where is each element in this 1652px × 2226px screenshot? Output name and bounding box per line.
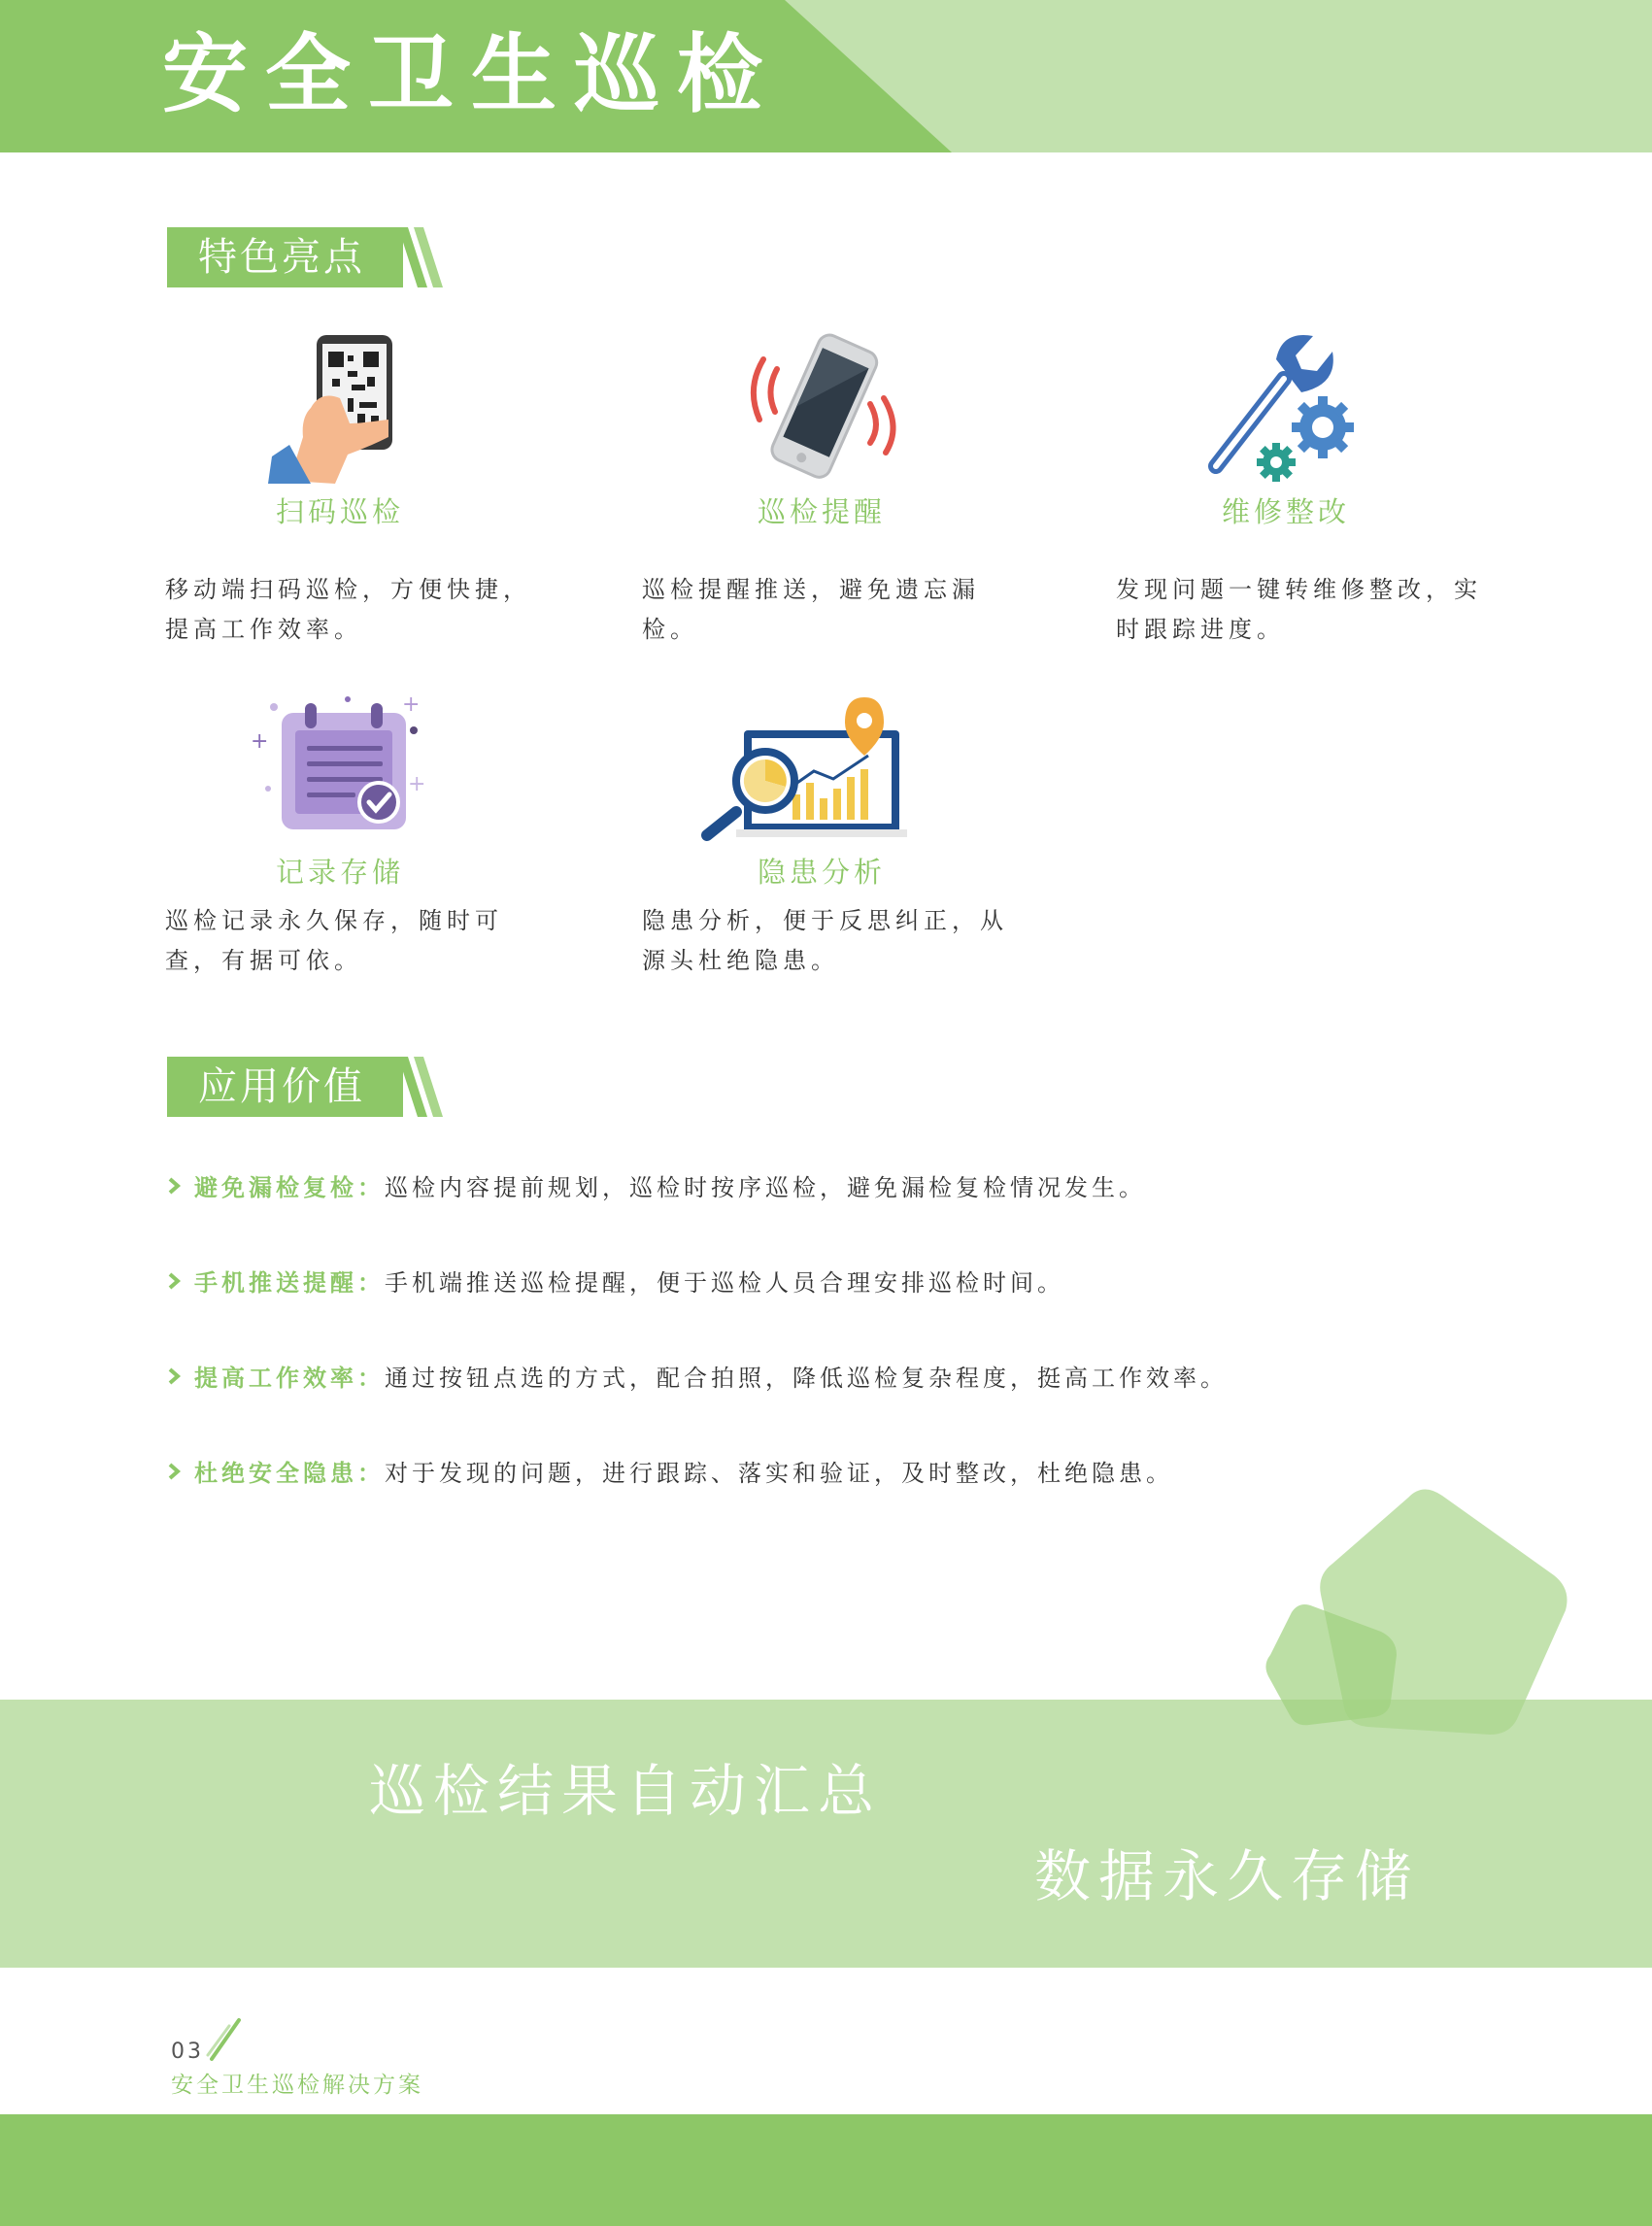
- feature-desc-line: 巡检记录永久保存，随时可: [165, 907, 503, 934]
- ringing-phone-icon: [726, 330, 921, 486]
- feature-desc-scan: [165, 570, 573, 650]
- page-title: 安全卫生巡检: [162, 24, 781, 124]
- chevron-right-icon: [165, 1176, 185, 1196]
- chevron-right-icon: [165, 1366, 185, 1386]
- value-key: 提高工作效率：: [194, 1365, 385, 1392]
- qr-scan-phone-icon: [243, 330, 437, 486]
- stripes-decoration: [398, 227, 456, 287]
- value-key: 杜绝安全隐患：: [194, 1460, 385, 1487]
- stripes-decoration: [398, 1057, 456, 1117]
- feature-desc-line: 时跟踪进度。: [1116, 616, 1285, 643]
- svg-text:+: +: [408, 772, 426, 796]
- feature-title-records: 记录存储: [275, 856, 404, 889]
- feature-desc-line: 源头杜绝隐患。: [642, 947, 839, 974]
- feature-desc-line: 提高工作效率。: [165, 616, 362, 643]
- slogan-band: [0, 1700, 1652, 1968]
- feature-desc-reminder: [642, 570, 1050, 650]
- value-item: [165, 1262, 1064, 1304]
- value-key: 手机推送提醒：: [194, 1269, 385, 1297]
- calendar-check-icon: [247, 688, 441, 843]
- feature-desc-records: [165, 901, 573, 981]
- section-label-values: 应用价值: [198, 1064, 365, 1109]
- chevron-right-icon: [165, 1271, 185, 1291]
- feature-title-scan: 扫码巡检: [275, 495, 404, 528]
- value-text: 对于发现的问题，进行跟踪、落实和验证，及时整改，杜绝隐患。: [385, 1460, 1173, 1487]
- feature-title-analysis: 隐患分析: [757, 856, 886, 889]
- wrench-gears-icon: [1187, 330, 1381, 486]
- feature-desc-line: 隐患分析，便于反思纠正，从: [642, 907, 1008, 934]
- section-label-features: 特色亮点: [198, 235, 365, 280]
- value-item: [165, 1357, 1228, 1400]
- analytics-magnifier-icon: [697, 688, 892, 843]
- feature-desc-line: 移动端扫码巡检，方便快捷，: [165, 576, 531, 603]
- feature-desc-repair: [1116, 570, 1543, 650]
- section-tag-features: [167, 227, 458, 287]
- svg-text:+: +: [402, 692, 421, 717]
- feature-desc-analysis: [642, 901, 1050, 981]
- feature-desc-line: 发现问题一键转维修整改，实: [1116, 576, 1482, 603]
- feature-title-reminder: 巡检提醒: [757, 495, 886, 528]
- value-text: 通过按钮点选的方式，配合拍照，降低巡检复杂程度，挺高工作效率。: [385, 1365, 1228, 1392]
- value-item: [165, 1452, 1173, 1495]
- svg-text:+: +: [251, 729, 269, 754]
- slogan-auto-summary: 巡检结果自动汇总: [369, 1758, 883, 1824]
- footer-bar: [0, 2114, 1652, 2226]
- feature-desc-line: 检。: [642, 616, 698, 643]
- value-item: [165, 1166, 1146, 1209]
- page-number: 03: [171, 2040, 204, 2064]
- feature-title-repair: 维修整改: [1221, 495, 1350, 528]
- slash-decoration: [206, 2016, 245, 2063]
- feature-desc-line: 巡检提醒推送，避免遗忘漏: [642, 576, 980, 603]
- slogan-permanent-storage: 数据永久存储: [1034, 1843, 1420, 1909]
- feature-desc-line: 查，有据可依。: [165, 947, 362, 974]
- section-tag-values: [167, 1057, 458, 1117]
- document-title: 安全卫生巡检解决方案: [171, 2073, 423, 2098]
- pentagon-decoration: [1263, 1486, 1583, 1738]
- chevron-right-icon: [165, 1462, 185, 1481]
- value-text: 巡检内容提前规划，巡检时按序巡检，避免漏检复检情况发生。: [385, 1174, 1146, 1201]
- value-text: 手机端推送巡检提醒，便于巡检人员合理安排巡检时间。: [385, 1269, 1064, 1297]
- value-key: 避免漏检复检：: [194, 1174, 385, 1201]
